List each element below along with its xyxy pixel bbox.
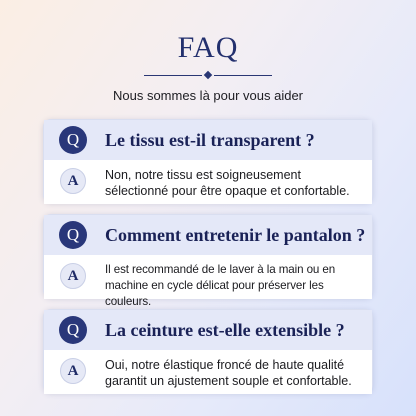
faq-answer: Il est recommandé de le laver à la main ou en machine en cycle délicat pour préserver les couleurs. [105,263,336,308]
faq-item-waistband [43,309,373,393]
faq-answer-row [44,160,372,204]
faq-item-transparency [43,119,373,203]
page-title: FAQ [177,31,239,64]
diamond-ornament-icon [204,71,212,79]
answer-badge-icon: A [60,358,86,384]
faq-question-row [44,215,372,255]
question-badge-icon: Q [59,221,87,249]
faq-answer-row [44,255,372,308]
faq-question: Le tissu est-il transparent ? [105,130,315,150]
faq-item-care [43,214,373,308]
question-badge-icon: Q [59,316,87,344]
faq-answer-row [44,350,372,394]
title-divider-left [144,75,202,76]
answer-badge-icon: A [60,263,86,289]
faq-question: La ceinture est-elle extensible ? [105,320,345,340]
faq-answer: Non, notre tissu est soigneusement sélectionné pour être opaque et confortable. [105,168,350,198]
page-subtitle: Nous sommes là pour vous aider [112,88,304,103]
faq-question-row [44,120,372,160]
faq-question: Comment entretenir le pantalon ? [105,225,366,245]
question-badge-icon: Q [59,126,87,154]
faq-header [0,0,416,112]
faq-answer: Oui, notre élastique froncé de haute qualité garantit un ajustement souple et confortable. [105,358,352,388]
faq-question-row [44,310,372,350]
answer-badge-icon: A [60,168,86,194]
title-divider-right [214,75,272,76]
